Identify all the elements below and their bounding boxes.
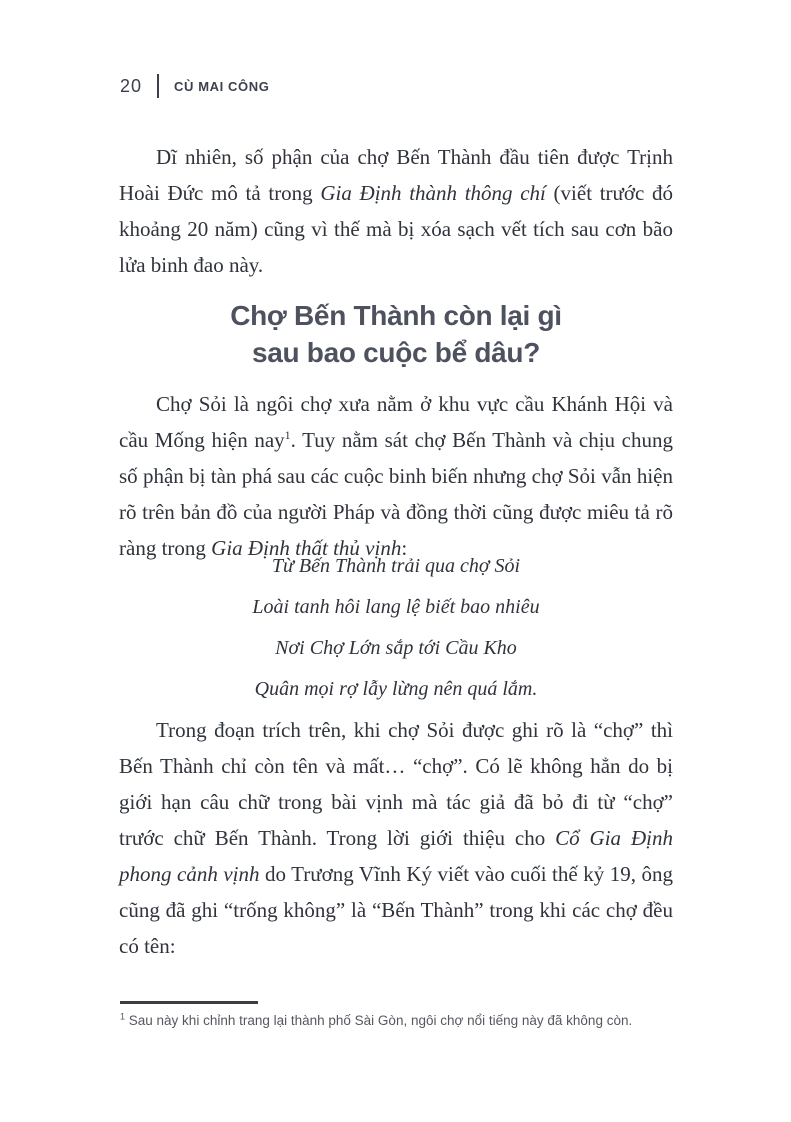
section-heading-line-1: Chợ Bến Thành còn lại gì bbox=[230, 300, 562, 331]
header-divider bbox=[157, 74, 159, 98]
section-heading bbox=[119, 297, 673, 371]
verse-line-1: Từ Bến Thành trải qua chợ Sỏi bbox=[271, 555, 521, 577]
footnote-marker: 1 bbox=[120, 1011, 126, 1022]
footnote bbox=[120, 1011, 676, 1030]
running-head bbox=[120, 74, 269, 98]
footnote-text: Sau này khi chỉnh trang lại thành phố Sài Gòn, ngôi chợ nổi tiếng này đã không còn. bbox=[125, 1013, 633, 1028]
body-paragraph: Chợ Sỏi là ngôi chợ xưa nằm ở khu vực cầu Khánh Hội và cầu Mống hiện nay$^1$. Tuy nằm sát chợ Bến Thành và chịu chung số phận bị tàn phá sau các cuộc binh biến nhưng chợ Sỏi vẫn hiện rõ trên bản đồ của người Pháp và đồng thời cũng được miêu tả rõ ràng trong Gia Định thất thủ vịnh: bbox=[119, 392, 673, 560]
verse-line-2: Loài tanh hôi lang lệ biết bao nhiêu bbox=[252, 596, 540, 618]
verse-line-3: Nơi Chợ Lớn sắp tới Cầu Kho bbox=[275, 637, 517, 659]
page-number: 20 bbox=[120, 75, 143, 96]
paragraph-block-2 bbox=[119, 386, 673, 566]
body-paragraph: Trong đoạn trích trên, khi chợ Sỏi được ghi rõ là “chợ” thì Bến Thành chỉ còn tên và mất… “chợ”. Có lẽ không hẳn do bị giới hạn câu chữ trong bài vịnh mà tác giả đã bỏ đi từ “chợ” trước chữ Bến Thành. Trong lời giới thiệu cho Cổ Gia Định phong cảnh vịnh do Trương Vĩnh Ký viết vào cuối thế kỷ 19, ông cũng đã ghi “trống không” là “Bến Thành” trong khi các chợ đều có tên: bbox=[119, 718, 673, 958]
footnote-divider bbox=[120, 1001, 258, 1004]
verse-line-4: Quân mọi rợ lẫy lừng nên quá lắm. bbox=[254, 678, 538, 700]
paragraph-block-3 bbox=[119, 712, 673, 964]
body-paragraph: Dĩ nhiên, số phận của chợ Bến Thành đầu tiên được Trịnh Hoài Đức mô tả trong Gia Định thành thông chí (viết trước đó khoảng 20 năm) cũng vì thế mà bị xóa sạch vết tích sau cơn bão lửa binh đao này. bbox=[119, 145, 674, 277]
section-heading-line-2: sau bao cuộc bể dâu? bbox=[251, 337, 541, 368]
verse-block bbox=[119, 554, 673, 718]
running-head-author: CÙ MAI CÔNG bbox=[174, 78, 270, 94]
paragraph-block-1 bbox=[119, 139, 673, 283]
